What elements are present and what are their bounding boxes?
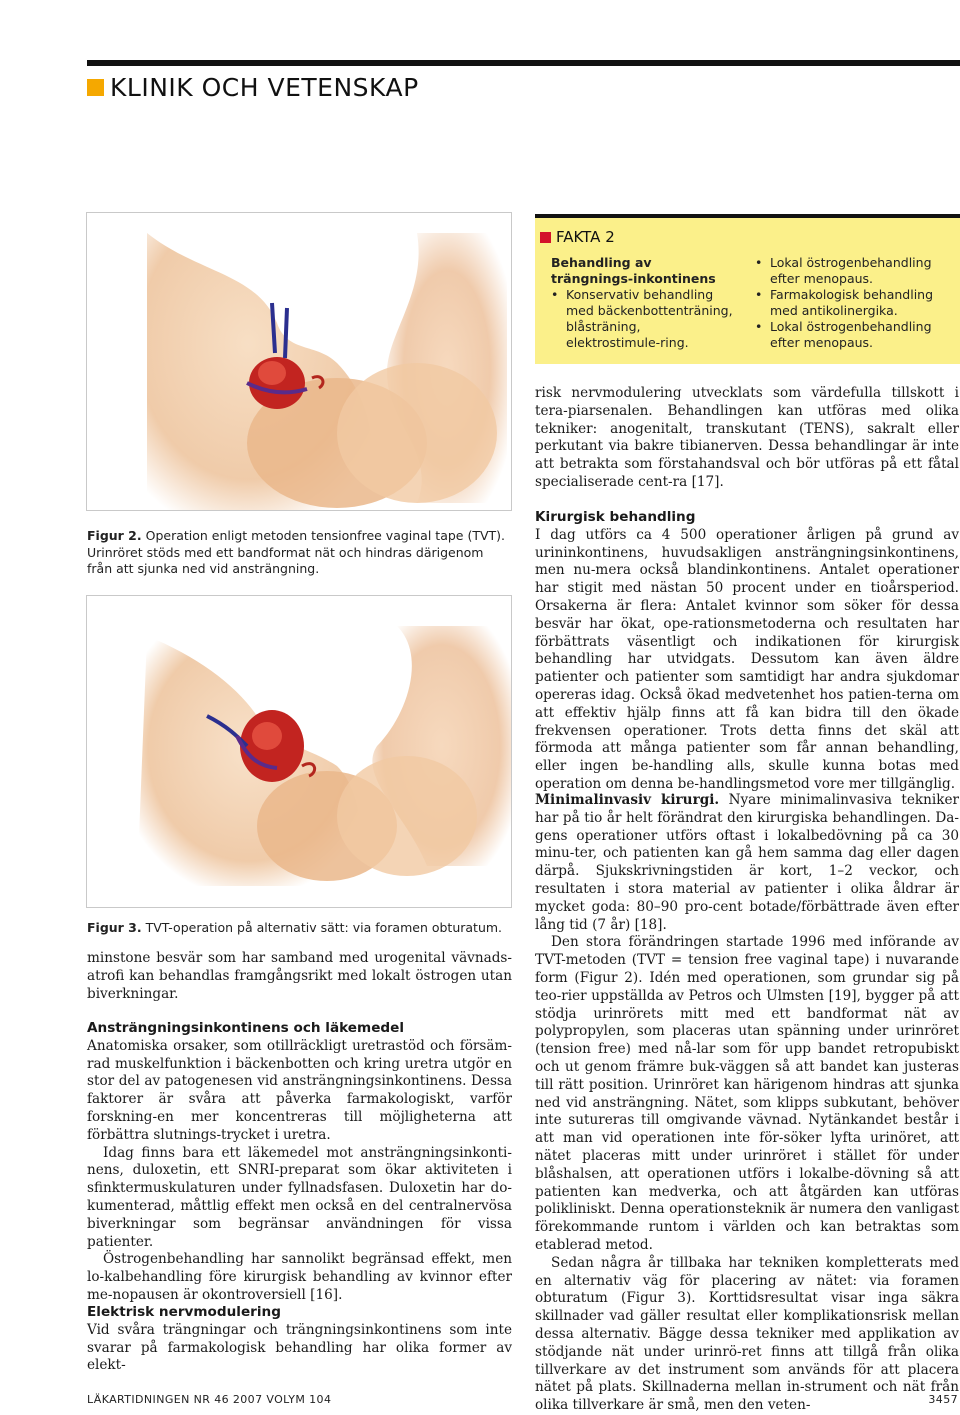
fakta-marker-icon [540,232,551,243]
section-heading: Elektrisk nervmodulering [87,1304,281,1320]
fakta-list-1 [551,287,736,351]
paragraph: Anatomiska orsaker, som otillräckligt uretrastöd och försäm-rad muskelfunktion i bäckenbotten och kring uretra utgör en stor del av patogenesen vid ansträngningsinkontinens. Dessa faktorer är svåra att påverka farmakologiskt, varför forskning-en mer koncentreras till möjligheterna att förbättra slutnings-trycket i uretra. [87,1037,512,1143]
paragraph: Idag finns bara ett läkemedel mot ansträngningsinkonti-nens, duloxetin, ett SNRI-preparat som ökar aktiviteten i sfinktermuskulaturen under fyllnadsfasen. Duloxetin har do-kumenterad, måttlig effekt men också en del centralnervösa biverkningar som begränsar användningen för vissa patienter. [87,1144,512,1250]
page-number: 3457 [928,1393,958,1406]
section-heading: Ansträngningsinkontinens och läkemedel [87,1020,405,1036]
paragraph: minstone besvär som har samband med urogenital vävnads-atrofi kan behandlas framgångsrikt med lokalt östrogen utan biverkningar. [87,950,512,1002]
fakta-list-item: • Konservativ behandling med bäckenbottenträning, blåsträning, elektrostimule-ring. [551,287,736,351]
fakta-title: FAKTA 2 [556,228,615,246]
fakta-column-2 [755,255,955,351]
section-elektrisk-nervmodulering [87,1304,512,1375]
fakta-list-2 [755,255,955,351]
paragraph [535,792,959,934]
fakta-list-item: • Lokal östrogenbehandling efter menopaus. [755,255,955,287]
figure-2-illustration [86,212,512,511]
section-header [87,72,419,102]
section-minimalinvasiv [535,792,959,1415]
page-footer [87,1393,960,1406]
journal-info: LÄKARTIDNINGEN NR 46 2007 VOLYM 104 [87,1393,332,1406]
left-intro [87,950,512,1003]
figure-2-label: Figur 2. [87,528,142,543]
fakta-list-item: • Farmakologisk behandling med antikolinergika. [755,287,955,319]
figure-3-caption [87,920,512,937]
paragraph: Den stora förändringen startade 1996 med införande av TVT-metoden (TVT = tension free vaginal tape) i nuvarande form (Figur 2). Idén med operationen, som grundar sig på teo-rier uppställda av Petros och Ulmsten [19], bygger på att stödja urinrörets mitt med ett bandformat nät av polypropylen, som placeras utan spänning under urinröret (tension free) med nå-lar som för upp bandet retropubiskt och ut genom främre buk-väggen så att bandet kan justeras till rätt position. Urinröret kan härigenom hindras att sjunka ned vid ansträngning. Nätet, som klipps subkutant, behöver inte sutureras till omgivande vävnad. Nytänkandet består i att man vid operationen inte för-söker lyfta urinöret, att nätet placeras mitt under urinröret i stället för under blåshalsen, att operationen utförs i lokalbe-dövning så att patienten kan medverka, och att åtgärden kan utföras polikliniskt. Denna operationsteknik är numera den vanligast förekommande runtom i världen och kan betraktas som etablerad metod. [535,934,959,1253]
fakta-column-1 [551,255,736,351]
figure-3-label: Figur 3. [87,920,142,935]
paragraph: Östrogenbehandling har sannolikt begränsad effekt, men lo-kalbehandling före kirurgisk behandling av kvinnor efter me-nopausen är okontroversiell [16]. [87,1251,512,1303]
fakta-heading: Behandling av trängnings-inkontinens [551,255,716,286]
figure-3-illustration [86,595,512,908]
fakta-header [540,228,615,246]
fakta-list-item: • Lokal östrogenbehandling efter menopaus. [755,319,955,351]
paragraph: Vid svåra trängningar och trängningsinkontinens som inte svarar på farmakologisk behandling har olika former av elekt- [87,1321,512,1374]
figure-2-caption [87,528,512,578]
section-heading: Kirurgisk behandling [535,509,696,525]
fakta-box [535,214,960,364]
section-marker-icon [87,79,104,96]
paragraph-text: Nyare minimalinvasiva tekniker har på tio år helt förändrat den kirurgiska behandlingen. Da-gens operationer utförs oftast i lokalbedövning på ca 30 minu-ter, och patienten kan gå hem samma dag eller dagen därpå. Sjukskrivningstiden är kort, 1–2 veckor, och resultaten i stora material av patienter i olika åldrar är mycket goda: 80–90 pro-cent botade/förbättrade även efter lång tid (7 år) [18]. [535,792,959,933]
section-title: KLINIK OCH VETENSKAP [110,72,419,102]
header-rule [87,60,960,66]
right-intro [535,385,959,492]
figure-3-caption-text: TVT-operation på alternativ sätt: via foramen obturatum. [145,920,503,935]
figure-2-caption-text: Operation enligt metoden tensionfree vaginal tape (TVT). Urinröret stöds med ett bandformat nät och hindras därigenom från att sjunka ned vid ansträngning. [87,528,505,576]
section-anstrangningsinkontinens [87,1020,512,1305]
paragraph: Sedan några år tillbaka har tekniken kompletterats med en alternativ väg för placering av nätet: via foramen obturatum (Figur 3). Korttidsresultat visar inga säkra skillnader vad gäller resultat eller komplikationsrisk mellan dessa alternativ. Bägge dessa tekniker med applikation av stödjande nät under urinrö-ret finns att tillgå från olika tillverkare av det instrument som används för att placera nätet på plats. Skillnaderna mellan in-strument och nät från olika tillverkare är små, men den veten- [535,1254,959,1414]
paragraph: risk nervmodulering utvecklats som värdefulla tillskott i tera-piarsenalen. Behandlingen kan utföras med olika tekniker: anogenitalt, transkutant (TENS), sakralt eller perkutant via bakre tibianerven. Dessa behandlingar är inte att betrakta som förstahandsval och bör utföras på ett fåtal specialiserade cent-ra [17]. [535,385,959,490]
paragraph-lead: Minimalinvasiv kirurgi. [535,792,720,808]
paragraph: I dag utförs ca 4 500 operationer årligen på grund av urininkontinens, huvudsakligen ansträngningsinkontinens, men nu-mera också blandinkontinens. Antalet operationer har stigit med nästan 50 procent under en tioårsperiod. Orsakerna är flera: Antalet kvinnor som söker för dessa besvär har ökat, ope-rationsmetoderna och resultaten har förbättrats väsentligt och indikationen för kirurgisk behandling har utvidgats. Dessutom kan även äldre patienter och patienter som samtidigt har andra sjukdomar opereras idag. Också ökad medvetenhet hos patien-terna om att effektiv hjälp finns att få kan bidra till den ökade frekvensen operationer. Trots detta finns det skäl att förmoda att många patienter som får annan behandling, eller ingen be-handling alls, skulle kunna botas med operation om denna be-handlingsmetod vore mer tillgänglig. [535,526,959,792]
section-kirurgisk-behandling [535,509,959,794]
